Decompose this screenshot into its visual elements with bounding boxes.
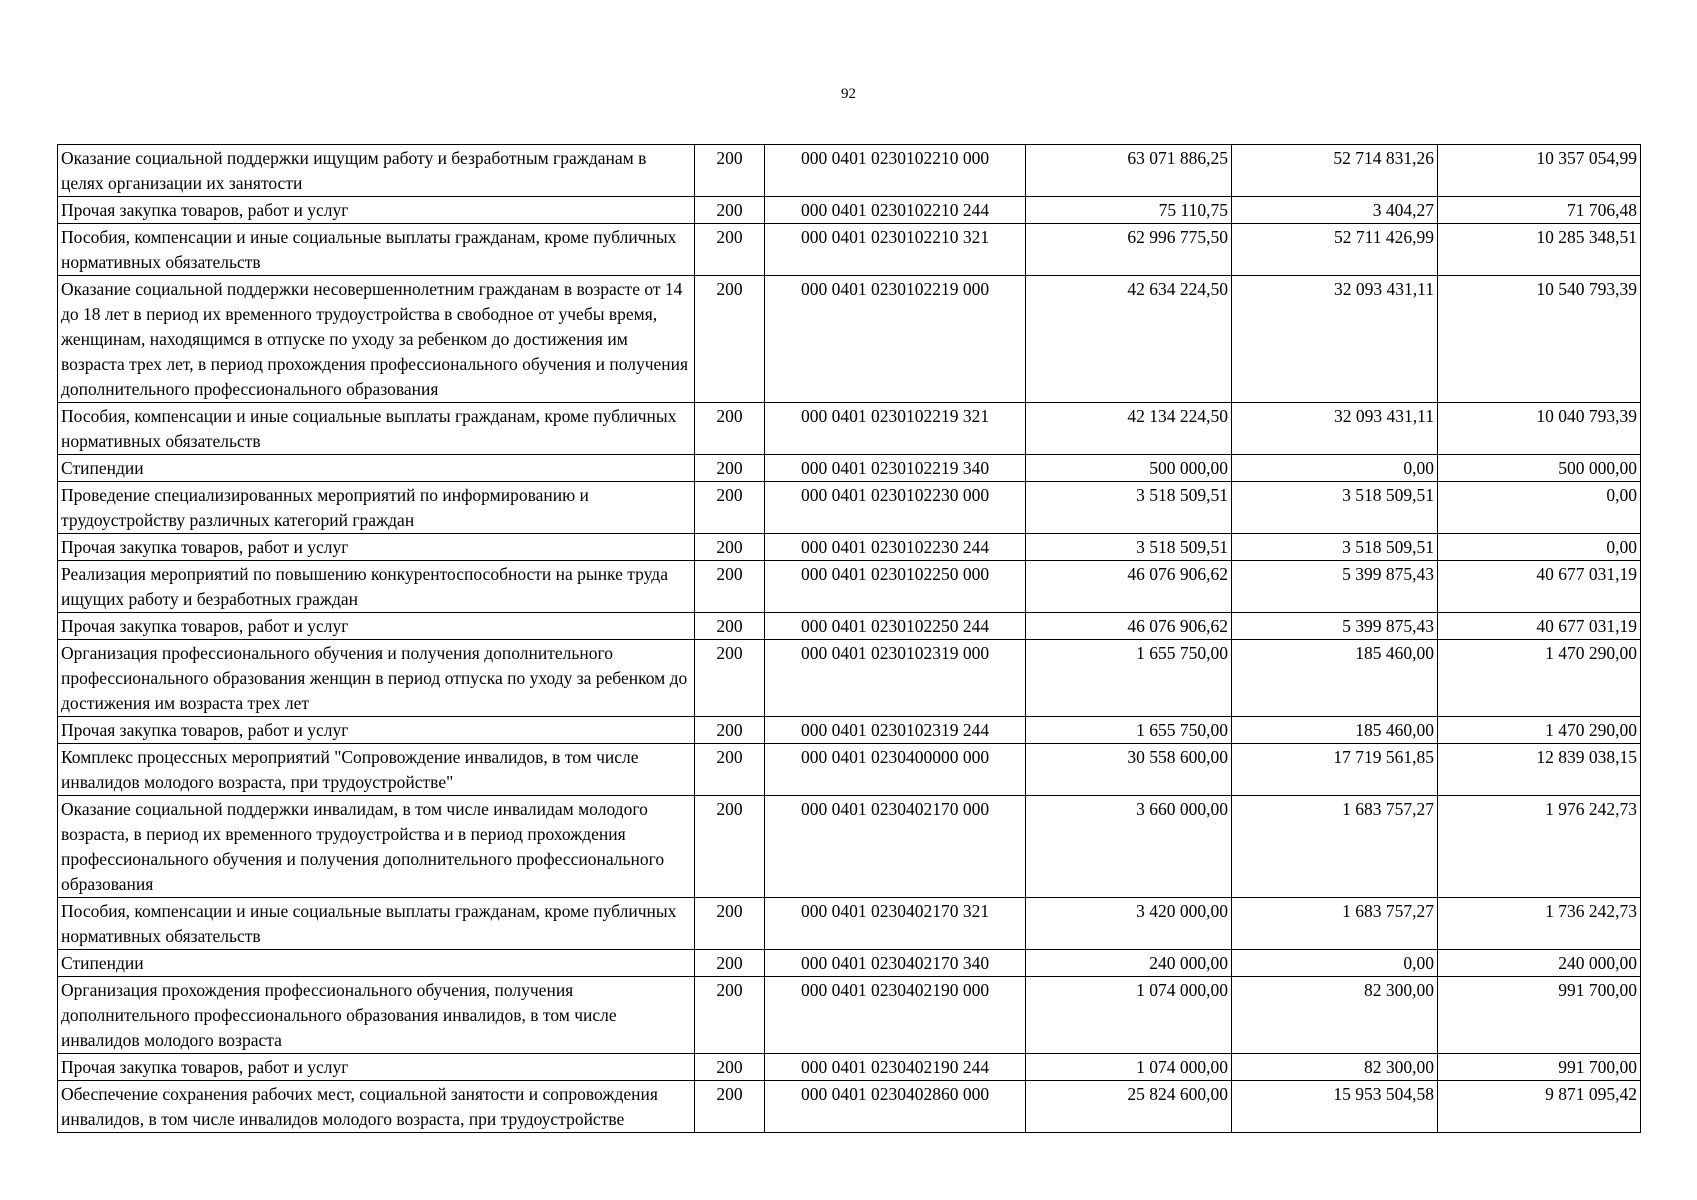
row-unexecuted: 40 677 031,19 (1438, 613, 1641, 640)
row-approved: 63 071 886,25 (1026, 145, 1232, 197)
row-approved: 1 655 750,00 (1026, 640, 1232, 717)
row-classification-code: 000 0401 0230102230 244 (765, 534, 1026, 561)
row-classification-code: 000 0401 0230402170 000 (765, 796, 1026, 898)
row-approved: 62 996 775,50 (1026, 224, 1232, 276)
row-executed: 82 300,00 (1232, 977, 1438, 1054)
row-name: Прочая закупка товаров, работ и услуг (58, 613, 695, 640)
row-approved: 3 518 509,51 (1026, 482, 1232, 534)
row-classification-code: 000 0401 0230400000 000 (765, 744, 1026, 796)
row-unexecuted: 40 677 031,19 (1438, 561, 1641, 613)
row-approved: 3 660 000,00 (1026, 796, 1232, 898)
row-executed: 5 399 875,43 (1232, 613, 1438, 640)
table-row (58, 224, 1641, 276)
row-admin-code: 200 (695, 613, 765, 640)
row-admin-code: 200 (695, 561, 765, 613)
table-row (58, 1054, 1641, 1081)
row-unexecuted: 0,00 (1438, 482, 1641, 534)
row-executed: 3 518 509,51 (1232, 482, 1438, 534)
row-name: Прочая закупка товаров, работ и услуг (58, 1054, 695, 1081)
row-approved: 25 824 600,00 (1026, 1081, 1232, 1133)
row-admin-code: 200 (695, 1081, 765, 1133)
page-number: 92 (841, 86, 856, 102)
row-executed: 5 399 875,43 (1232, 561, 1438, 613)
budget-table-body (58, 145, 1641, 1133)
row-name: Пособия, компенсации и иные социальные выплаты гражданам, кроме публичных нормативных обязательств (58, 898, 695, 950)
row-classification-code: 000 0401 0230402190 000 (765, 977, 1026, 1054)
table-row (58, 977, 1641, 1054)
row-name: Прочая закупка товаров, работ и услуг (58, 534, 695, 561)
table-row (58, 534, 1641, 561)
row-admin-code: 200 (695, 482, 765, 534)
table-row (58, 276, 1641, 403)
row-unexecuted: 1 470 290,00 (1438, 717, 1641, 744)
row-classification-code: 000 0401 0230402860 000 (765, 1081, 1026, 1133)
row-unexecuted: 991 700,00 (1438, 977, 1641, 1054)
table-row (58, 950, 1641, 977)
row-approved: 75 110,75 (1026, 197, 1232, 224)
row-executed: 185 460,00 (1232, 640, 1438, 717)
row-unexecuted: 10 040 793,39 (1438, 403, 1641, 455)
row-name: Организация прохождения профессионального обучения, получения дополнительного профессионального образования инвалидов, в том числе инвалидов молодого возраста (58, 977, 695, 1054)
table-row (58, 640, 1641, 717)
row-admin-code: 200 (695, 717, 765, 744)
table-row (58, 561, 1641, 613)
table-row (58, 744, 1641, 796)
row-unexecuted: 500 000,00 (1438, 455, 1641, 482)
row-classification-code: 000 0401 0230102230 000 (765, 482, 1026, 534)
table-row (58, 1081, 1641, 1133)
row-approved: 30 558 600,00 (1026, 744, 1232, 796)
row-classification-code: 000 0401 0230102210 321 (765, 224, 1026, 276)
row-classification-code: 000 0401 0230102210 000 (765, 145, 1026, 197)
row-classification-code: 000 0401 0230102319 244 (765, 717, 1026, 744)
row-executed: 0,00 (1232, 455, 1438, 482)
row-admin-code: 200 (695, 403, 765, 455)
table-row (58, 403, 1641, 455)
row-classification-code: 000 0401 0230102210 244 (765, 197, 1026, 224)
row-approved: 46 076 906,62 (1026, 613, 1232, 640)
row-unexecuted: 240 000,00 (1438, 950, 1641, 977)
row-admin-code: 200 (695, 640, 765, 717)
row-classification-code: 000 0401 0230402170 321 (765, 898, 1026, 950)
row-approved: 240 000,00 (1026, 950, 1232, 977)
row-executed: 3 404,27 (1232, 197, 1438, 224)
row-classification-code: 000 0401 0230402170 340 (765, 950, 1026, 977)
row-admin-code: 200 (695, 898, 765, 950)
table-row (58, 482, 1641, 534)
row-executed: 32 093 431,11 (1232, 276, 1438, 403)
row-unexecuted: 10 357 054,99 (1438, 145, 1641, 197)
row-name: Пособия, компенсации и иные социальные выплаты гражданам, кроме публичных нормативных обязательств (58, 224, 695, 276)
row-admin-code: 200 (695, 224, 765, 276)
row-admin-code: 200 (695, 977, 765, 1054)
row-admin-code: 200 (695, 796, 765, 898)
row-executed: 0,00 (1232, 950, 1438, 977)
row-approved: 42 634 224,50 (1026, 276, 1232, 403)
row-executed: 52 714 831,26 (1232, 145, 1438, 197)
row-unexecuted: 991 700,00 (1438, 1054, 1641, 1081)
row-unexecuted: 0,00 (1438, 534, 1641, 561)
row-name: Оказание социальной поддержки несовершеннолетним гражданам в возрасте от 14 до 18 лет в период их временного трудоустройства в свободное от учебы время, женщинам, находящимся в отпуске по уходу за ребенком до достижения им возраста трех лет, в период прохождения профессионального обучения и получения дополнительного профессионального образования (58, 276, 695, 403)
row-classification-code: 000 0401 0230402190 244 (765, 1054, 1026, 1081)
table-row (58, 898, 1641, 950)
row-executed: 32 093 431,11 (1232, 403, 1438, 455)
row-unexecuted: 1 736 242,73 (1438, 898, 1641, 950)
row-admin-code: 200 (695, 1054, 765, 1081)
row-unexecuted: 1 976 242,73 (1438, 796, 1641, 898)
row-executed: 52 711 426,99 (1232, 224, 1438, 276)
row-approved: 3 420 000,00 (1026, 898, 1232, 950)
row-unexecuted: 10 540 793,39 (1438, 276, 1641, 403)
budget-table (57, 144, 1641, 1133)
row-unexecuted: 10 285 348,51 (1438, 224, 1641, 276)
row-classification-code: 000 0401 0230102219 000 (765, 276, 1026, 403)
row-name: Организация профессионального обучения и получения дополнительного профессионального образования женщин в период отпуска по уходу за ребенком до достижения им возраста трех лет (58, 640, 695, 717)
row-name: Прочая закупка товаров, работ и услуг (58, 717, 695, 744)
row-approved: 46 076 906,62 (1026, 561, 1232, 613)
row-admin-code: 200 (695, 145, 765, 197)
row-approved: 3 518 509,51 (1026, 534, 1232, 561)
row-executed: 82 300,00 (1232, 1054, 1438, 1081)
row-executed: 17 719 561,85 (1232, 744, 1438, 796)
row-approved: 1 074 000,00 (1026, 977, 1232, 1054)
table-row (58, 613, 1641, 640)
row-approved: 1 074 000,00 (1026, 1054, 1232, 1081)
row-unexecuted: 12 839 038,15 (1438, 744, 1641, 796)
table-row (58, 197, 1641, 224)
row-admin-code: 200 (695, 455, 765, 482)
row-name: Обеспечение сохранения рабочих мест, социальной занятости и сопровождения инвалидов, в том числе инвалидов молодого возраста, при трудоустройстве (58, 1081, 695, 1133)
row-admin-code: 200 (695, 276, 765, 403)
row-name: Пособия, компенсации и иные социальные выплаты гражданам, кроме публичных нормативных обязательств (58, 403, 695, 455)
row-classification-code: 000 0401 0230102250 244 (765, 613, 1026, 640)
row-executed: 3 518 509,51 (1232, 534, 1438, 561)
row-classification-code: 000 0401 0230102319 000 (765, 640, 1026, 717)
row-name: Стипендии (58, 455, 695, 482)
table-row (58, 145, 1641, 197)
row-executed: 1 683 757,27 (1232, 898, 1438, 950)
row-executed: 15 953 504,58 (1232, 1081, 1438, 1133)
row-executed: 185 460,00 (1232, 717, 1438, 744)
row-name: Оказание социальной поддержки ищущим работу и безработным гражданам в целях организации их занятости (58, 145, 695, 197)
row-name: Стипендии (58, 950, 695, 977)
row-name: Комплекс процессных мероприятий "Сопровождение инвалидов, в том числе инвалидов молодого возраста, при трудоустройстве" (58, 744, 695, 796)
row-unexecuted: 71 706,48 (1438, 197, 1641, 224)
row-classification-code: 000 0401 0230102219 321 (765, 403, 1026, 455)
row-approved: 500 000,00 (1026, 455, 1232, 482)
row-executed: 1 683 757,27 (1232, 796, 1438, 898)
row-admin-code: 200 (695, 197, 765, 224)
table-row (58, 796, 1641, 898)
row-classification-code: 000 0401 0230102219 340 (765, 455, 1026, 482)
row-unexecuted: 1 470 290,00 (1438, 640, 1641, 717)
row-approved: 42 134 224,50 (1026, 403, 1232, 455)
row-name: Оказание социальной поддержки инвалидам, в том числе инвалидам молодого возраста, в период их временного трудоустройства и в период прохождения профессионального обучения и получения дополнительного профессионального образования (58, 796, 695, 898)
row-name: Прочая закупка товаров, работ и услуг (58, 197, 695, 224)
row-classification-code: 000 0401 0230102250 000 (765, 561, 1026, 613)
row-admin-code: 200 (695, 950, 765, 977)
row-name: Проведение специализированных мероприятий по информированию и трудоустройству различных категорий граждан (58, 482, 695, 534)
row-approved: 1 655 750,00 (1026, 717, 1232, 744)
row-admin-code: 200 (695, 744, 765, 796)
table-row (58, 455, 1641, 482)
row-unexecuted: 9 871 095,42 (1438, 1081, 1641, 1133)
row-admin-code: 200 (695, 534, 765, 561)
row-name: Реализация мероприятий по повышению конкурентоспособности на рынке труда ищущих работу и безработных граждан (58, 561, 695, 613)
table-row (58, 717, 1641, 744)
